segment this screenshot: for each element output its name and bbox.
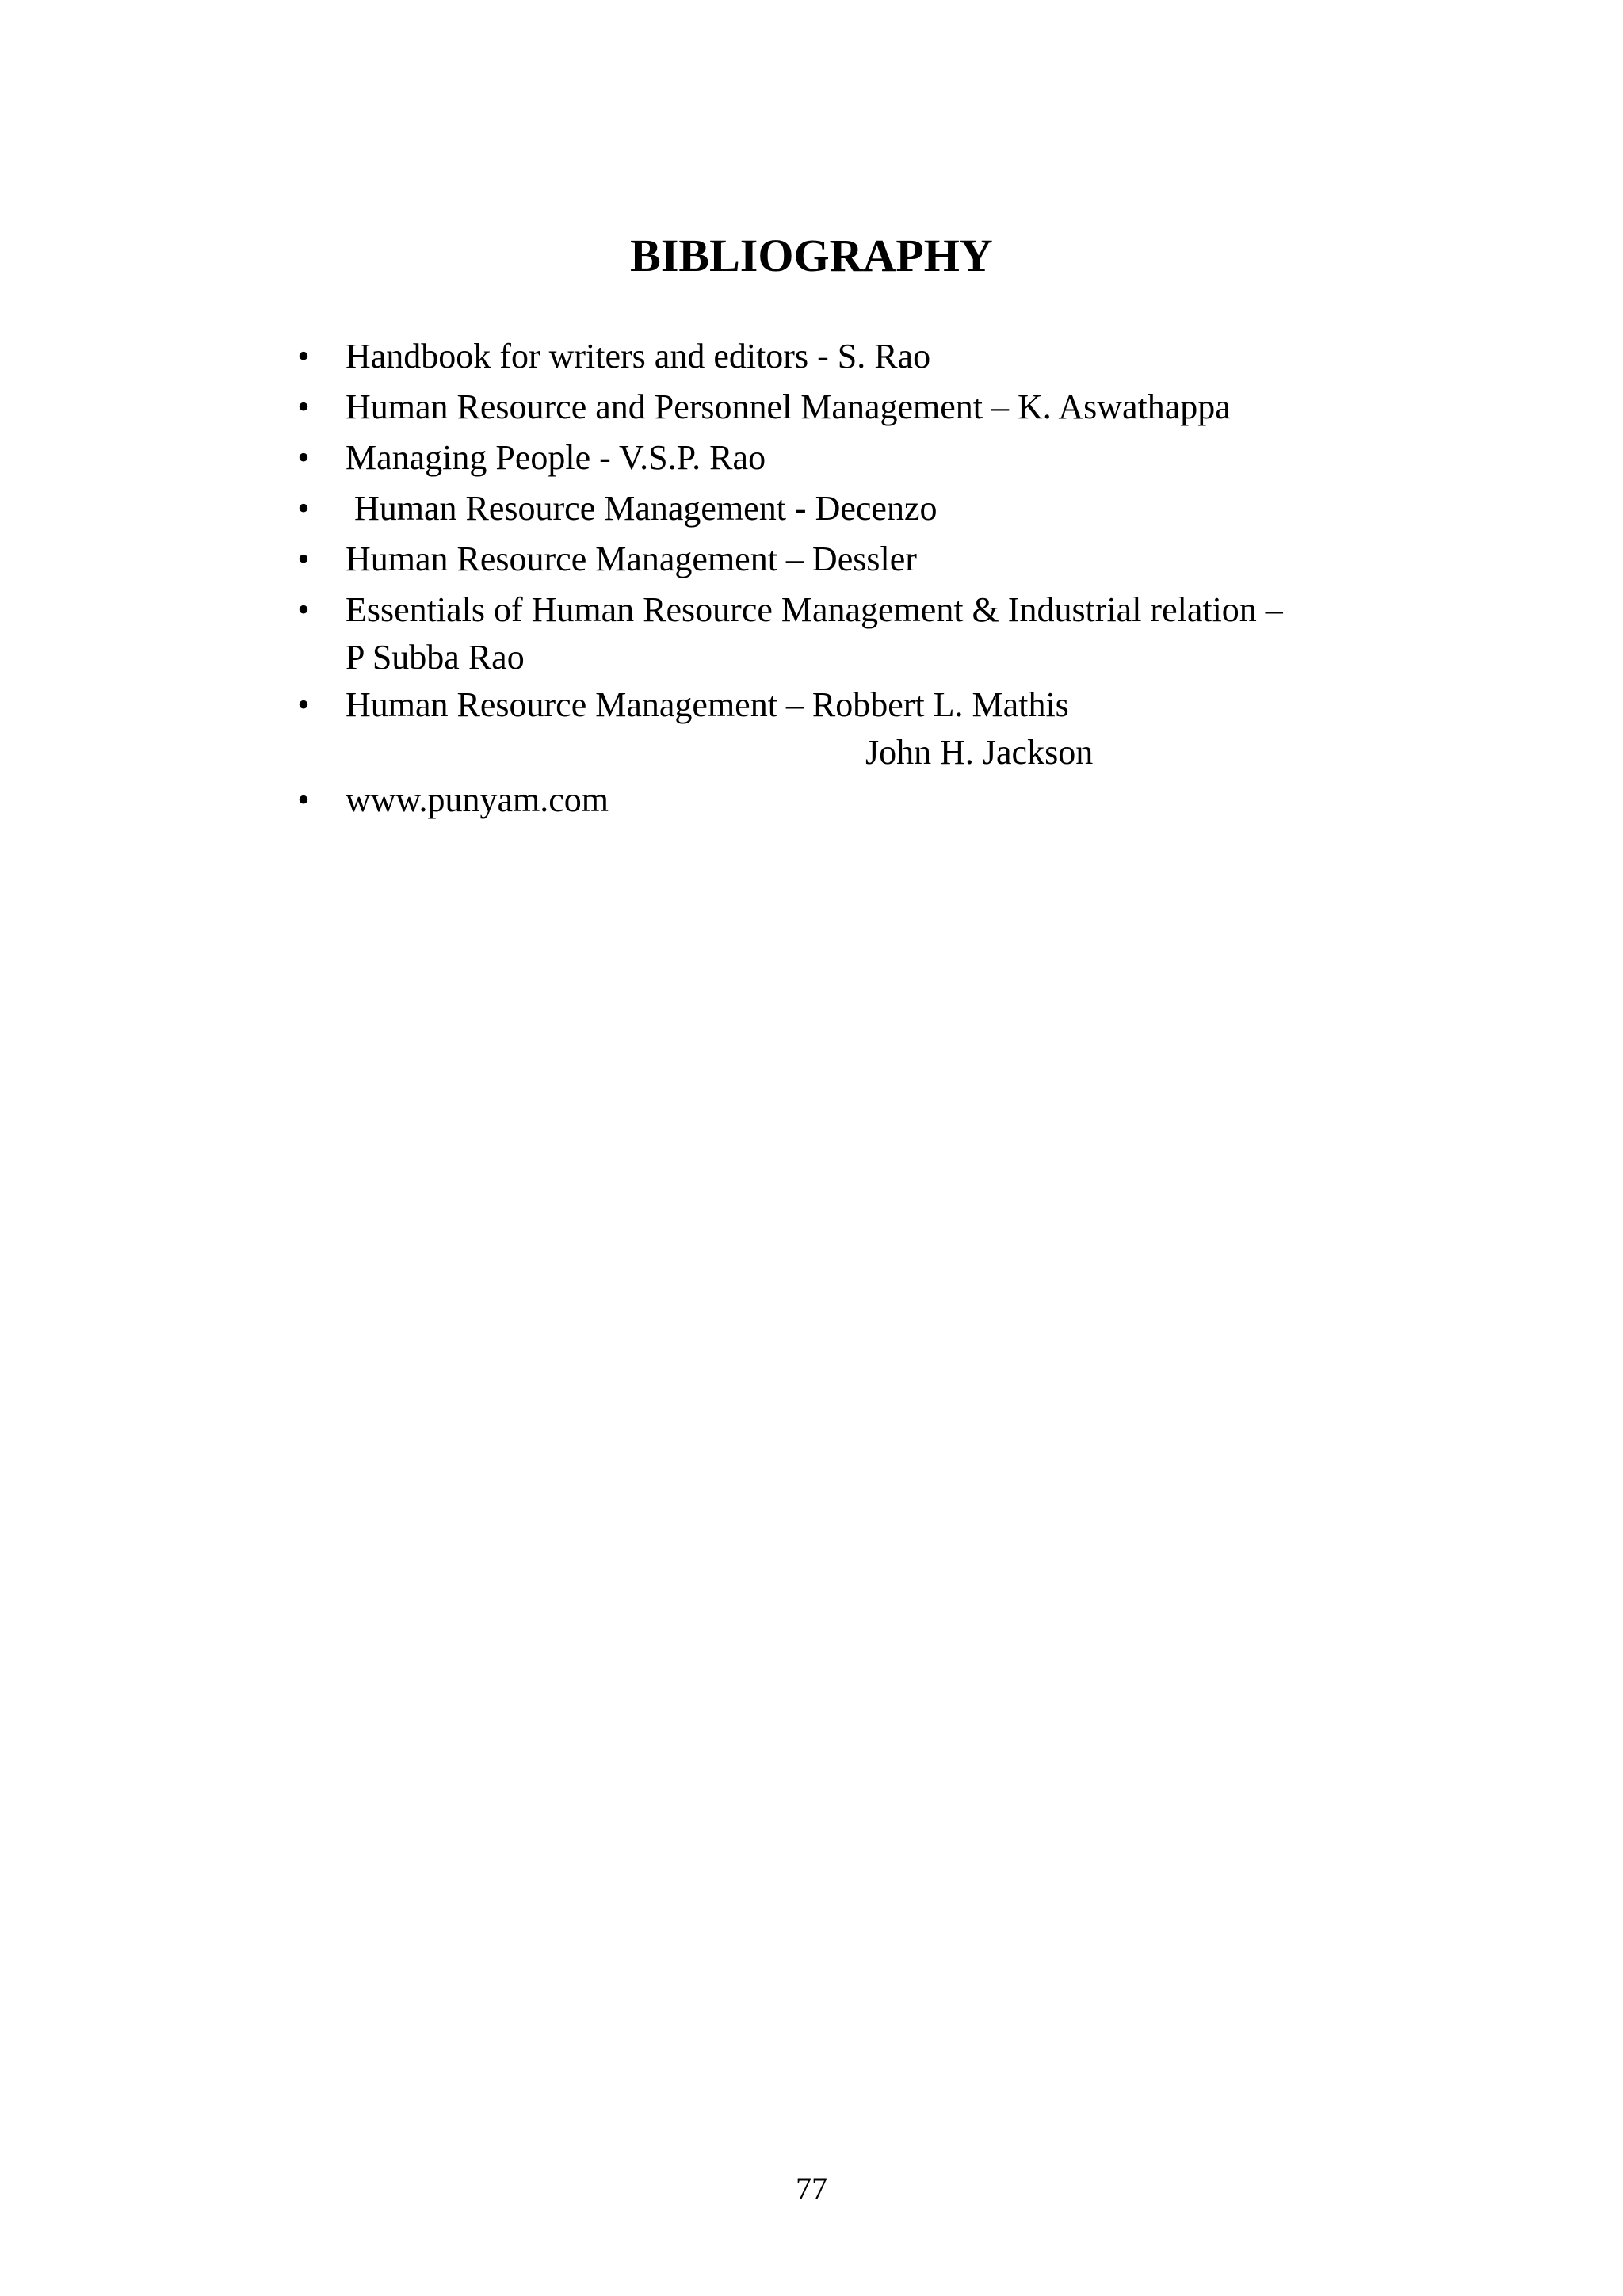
entry-text: Human Resource Management - Decenzo <box>346 489 938 528</box>
bullet-icon: • <box>297 337 310 376</box>
entry-text: Essentials of Human Resource Management & Industrial relation – <box>346 590 1283 629</box>
page-number: 77 <box>796 2171 827 2206</box>
bullet-icon: • <box>297 387 310 426</box>
bullet-icon: • <box>297 438 310 477</box>
page-title: BIBLIOGRAPHY <box>630 230 993 281</box>
entry-text: Human Resource Management – Dessler <box>346 540 917 578</box>
bullet-icon: • <box>297 540 310 578</box>
entry-text: Human Resource and Personnel Management – K. Aswathappa <box>346 387 1231 426</box>
entry-text-continuation: John H. Jackson <box>865 733 1094 772</box>
bullet-icon: • <box>297 489 310 528</box>
entry-text-continuation: P Subba Rao <box>346 638 525 677</box>
entry-text: www.punyam.com <box>346 780 609 819</box>
bullet-icon: • <box>297 685 310 724</box>
entry-text: Human Resource Management – Robbert L. Mathis <box>346 685 1069 724</box>
bullet-icon: • <box>297 780 310 819</box>
bibliography-list <box>0 0 1623 871</box>
bullet-icon: • <box>297 590 310 629</box>
entry-text: Managing People - V.S.P. Rao <box>346 438 766 477</box>
entry-text: Handbook for writers and editors - S. Rao <box>346 337 931 376</box>
